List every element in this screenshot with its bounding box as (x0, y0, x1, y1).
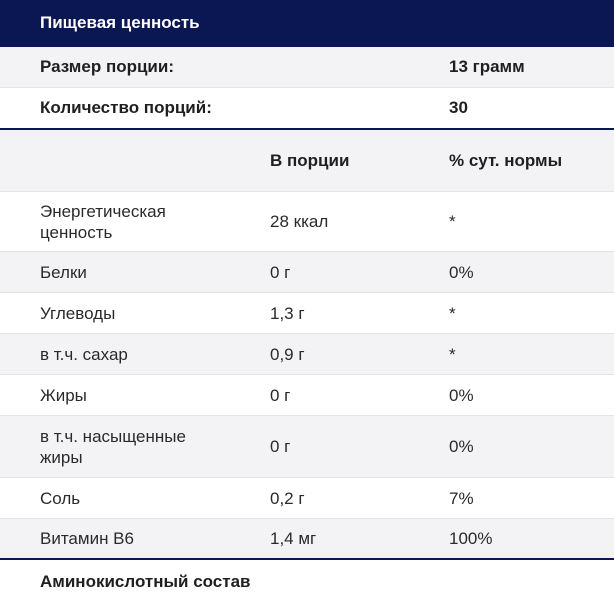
nutrient-amount: 0,2 г (270, 488, 305, 508)
nutrient-daily-value: 0% (449, 437, 474, 456)
nutrient-name: Белки (40, 262, 87, 282)
serving-size-row (0, 47, 614, 88)
nutrient-amount: 0,9 г (270, 344, 305, 364)
servings-count-row (0, 88, 614, 130)
table-row (0, 192, 614, 252)
nutrient-name: Энергетическая ценность (40, 201, 166, 242)
nutrient-name: Углеводы (40, 303, 116, 323)
nutrient-daily-value: 0% (449, 385, 474, 405)
nutrient-amount: 28 ккал (270, 212, 329, 231)
serving-size-value: 13 грамм (449, 57, 525, 76)
table-title: Пищевая ценность (40, 13, 200, 32)
nutrient-name: в т.ч. сахар (40, 344, 128, 364)
nutrient-name: Жиры (40, 385, 87, 405)
table-row (0, 293, 614, 334)
nutrient-name: Витамин В6 (40, 529, 134, 548)
table-row (0, 478, 614, 519)
nutrient-daily-value: * (449, 212, 456, 231)
nutrient-amount: 0 г (270, 385, 291, 405)
table-row (0, 375, 614, 416)
table-row (0, 334, 614, 375)
servings-count-label: Количество порций: (40, 98, 212, 117)
table-row (0, 416, 614, 478)
servings-count-value: 30 (449, 98, 468, 117)
nutrient-name: Соль (40, 488, 81, 508)
nutrient-amount: 1,4 мг (270, 529, 317, 548)
nutrient-name: в т.ч. насыщенные жиры (40, 426, 186, 467)
table-header (0, 0, 614, 47)
nutrient-amount: 1,3 г (270, 303, 305, 323)
column-headers-row (0, 130, 614, 192)
nutrient-amount: 0 г (270, 262, 291, 282)
nutrient-amount: 0 г (270, 437, 291, 456)
nutrient-daily-value: * (449, 303, 456, 323)
serving-size-label: Размер порции: (40, 57, 174, 76)
table-row (0, 519, 614, 560)
table-row (0, 252, 614, 293)
column-header-daily-value: % сут. нормы (449, 151, 563, 170)
nutrient-daily-value: 0% (449, 262, 474, 282)
nutrient-daily-value: 100% (449, 529, 493, 548)
amino-acid-section-row (0, 560, 614, 604)
column-header-per-serving: В порции (270, 151, 350, 170)
amino-acid-section-title: Аминокислотный состав (40, 572, 251, 591)
nutrient-daily-value: 7% (449, 488, 474, 508)
nutrient-daily-value: * (449, 344, 456, 364)
